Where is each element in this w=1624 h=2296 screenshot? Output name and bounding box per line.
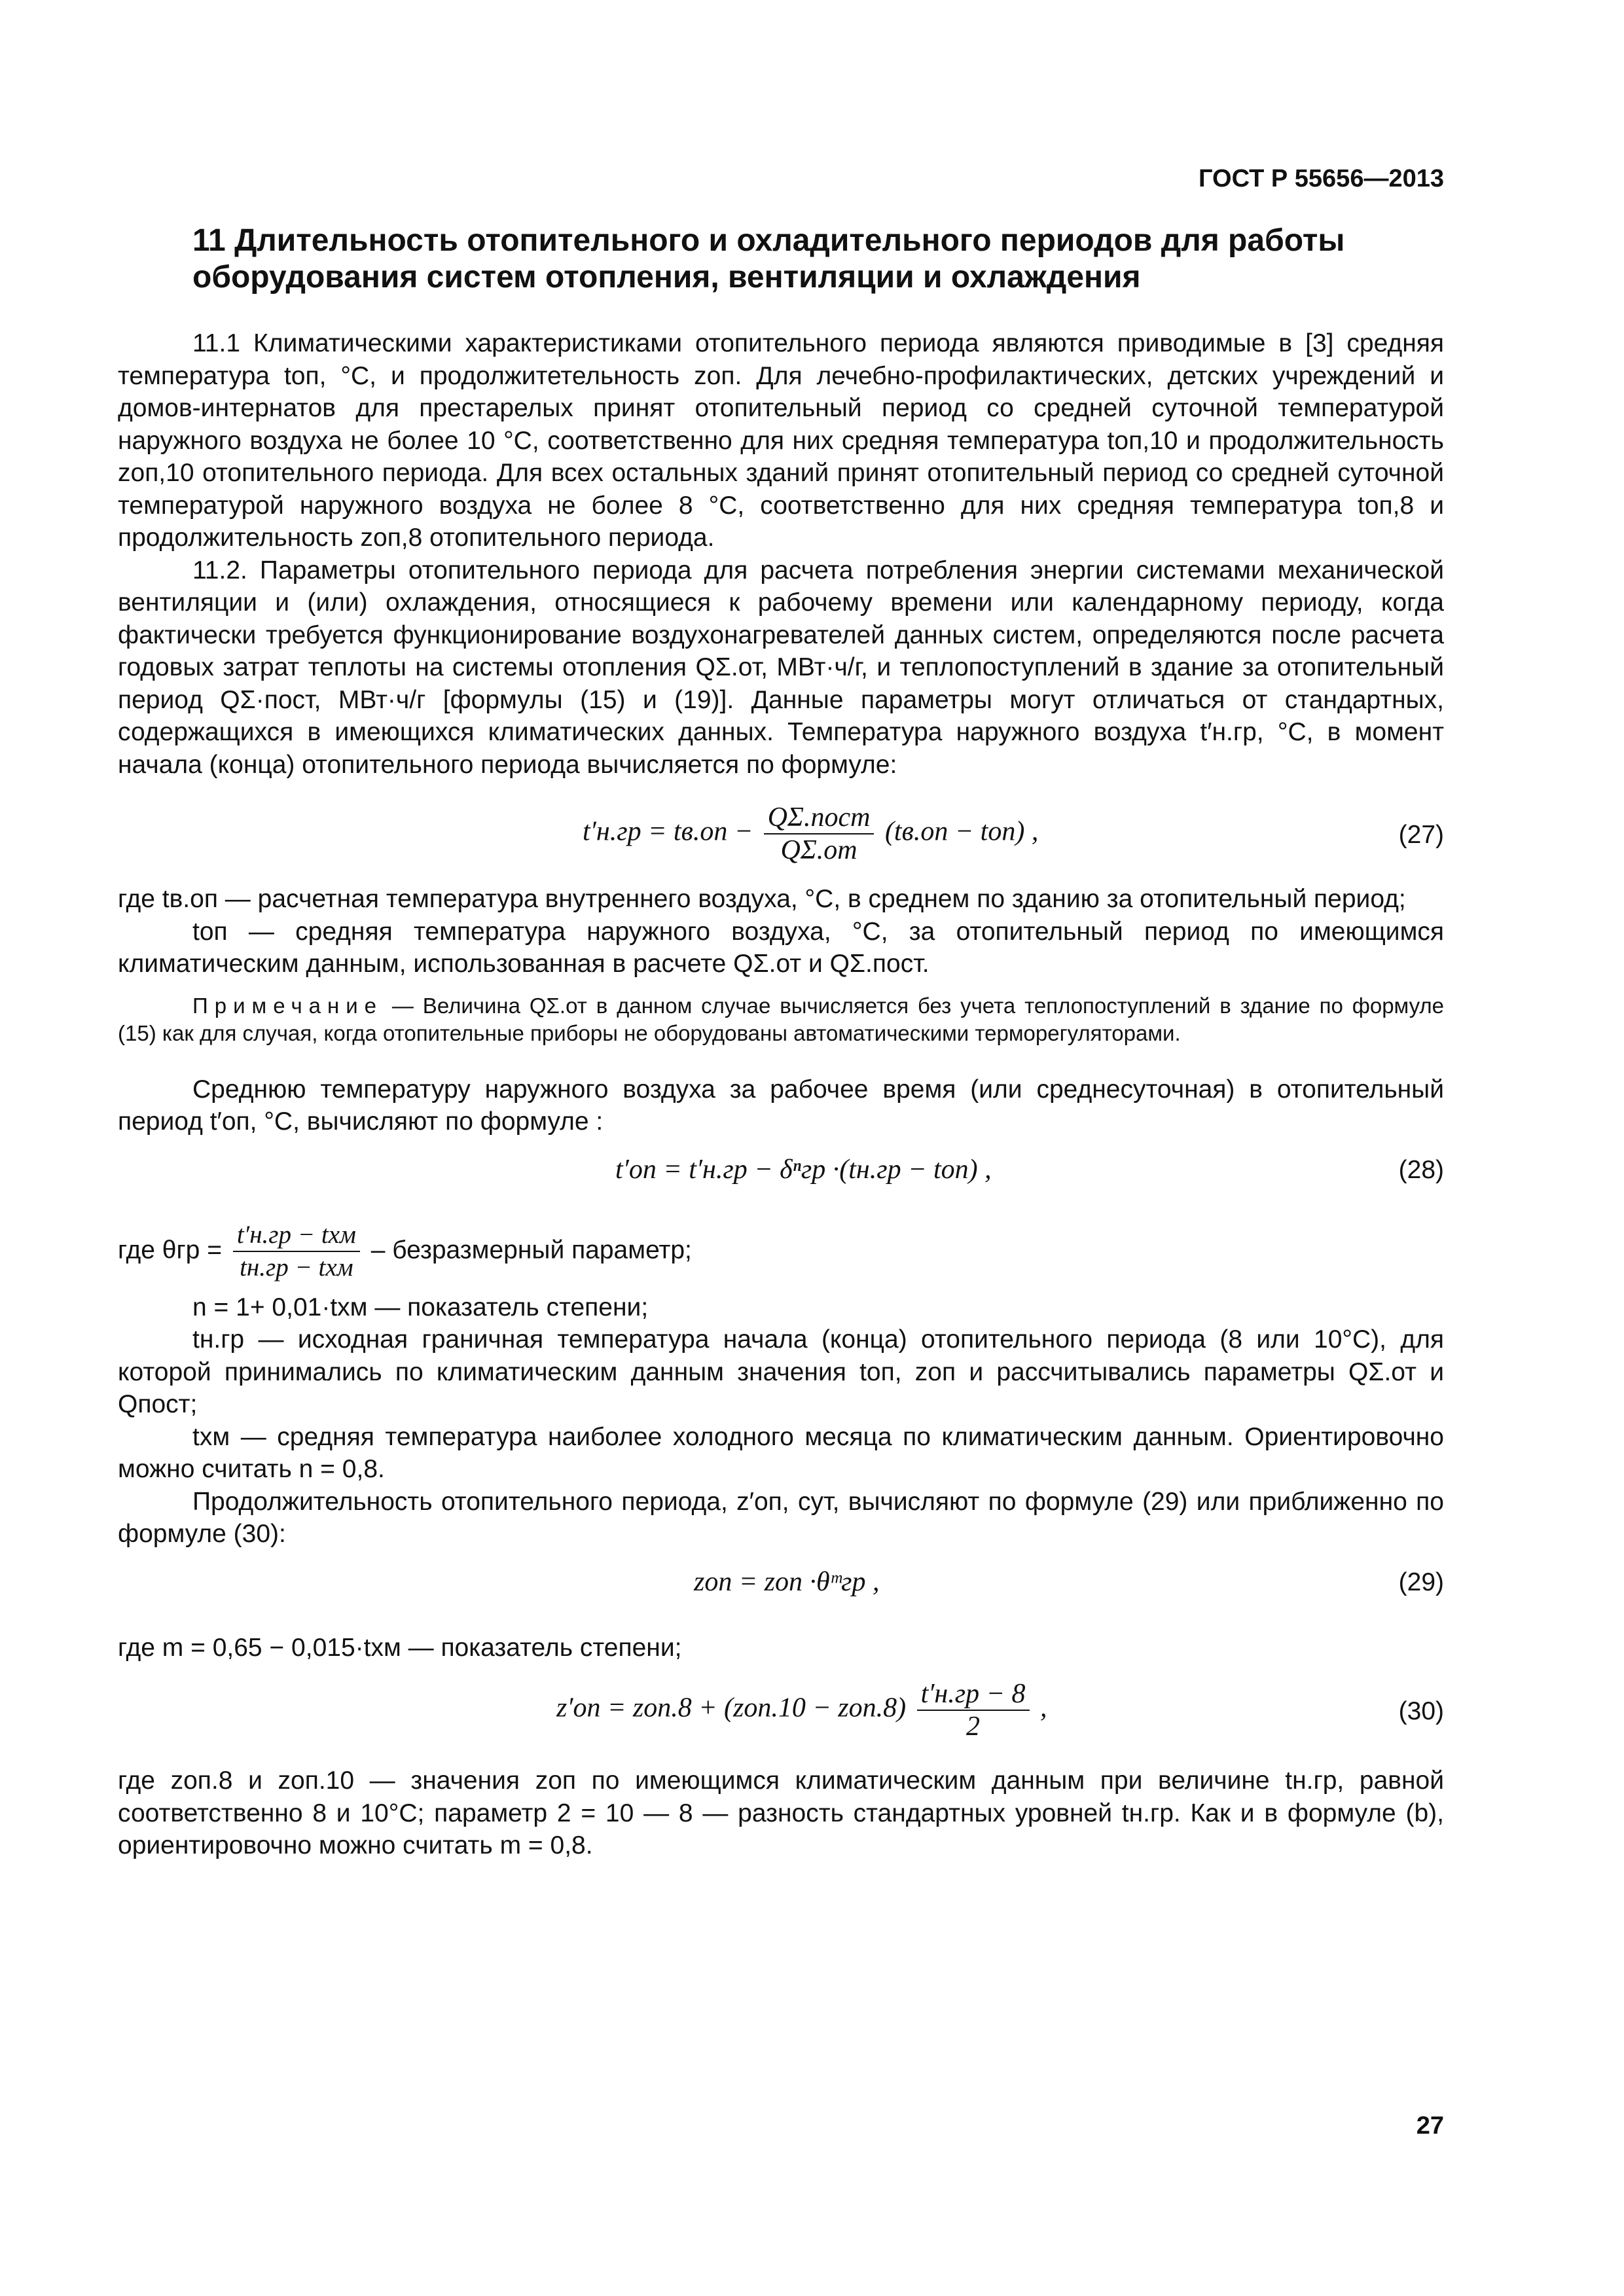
where-28-n: n = 1+ 0,01·tхм — показатель степени;: [192, 1293, 649, 1321]
formula-30-fraction: [917, 1678, 1030, 1742]
formula-27-number: (27): [1398, 821, 1444, 849]
theta-numerator: t′н.гр − tхм: [233, 1219, 360, 1252]
note-text: — Величина QΣ.от в данном случае вычисляется без учета теплопоступлений в здание по формуле (15) как для случая, когда отопительные приборы не оборудованы автоматическими терморегуляторами.: [118, 993, 1444, 1045]
formula-29: [118, 1566, 1444, 1632]
note-label: Примечание: [192, 993, 384, 1018]
formula-27-lhs: t′н.гр = tв.оп −: [583, 816, 753, 847]
paragraph-duration: Продолжительность отопительного периода, z′оп, сут, вычисляют по формуле (29) или приближенно по формуле (30):: [118, 1487, 1444, 1548]
formula-30-denominator: 2: [966, 1712, 981, 1742]
where-28-txm: tхм — средняя температура наиболее холодного месяца по климатическим данным. Ориентировочно можно считать n = 0,8.: [118, 1422, 1444, 1483]
paragraph-mean-temp: Среднюю температуру наружного воздуха за рабочее время (или среднесуточная) в отопительный период t′оп, °С, вычисляют по формуле :: [118, 1075, 1444, 1136]
where-30: где zоп.8 и zоп.10 — значения zоп по имеющимся климатическим данным при величине tн.гр, равной соответственно 8 и 10°С; параметр 2 = 10 — 8 — разность стандартных уровней tн.гр. Как и в формуле (b), ориентировочно можно считать m = 0,8.: [118, 1767, 1444, 1859]
formula-27-expression: [583, 802, 1038, 866]
formula-30-number: (30): [1398, 1697, 1444, 1725]
page-number: 27: [1416, 2112, 1444, 2140]
formula-27-denominator: QΣ.от: [780, 835, 857, 865]
formula-30-lhs: z′оп = zоп.8 + (zоп.10 − zоп.8): [556, 1693, 907, 1723]
formula-29-number: (29): [1398, 1568, 1444, 1596]
theta-prefix: где θгр =: [118, 1235, 222, 1264]
formula-27-numerator: QΣ.пост: [764, 802, 875, 834]
note-block: [118, 992, 1444, 1047]
formula-30-tail: ,: [1040, 1693, 1047, 1723]
where-27-top: tоп — средняя температура наружного воздуха, °С, за отопительный период по имеющимся климатическим данным, использованная в расчете QΣ.от и QΣ.пост.: [118, 917, 1444, 978]
formula-27: [118, 802, 1444, 883]
page-body: [118, 327, 1444, 1862]
formula-28-number: (28): [1398, 1155, 1444, 1184]
paragraph-11-1: 11.1 Климатическими характеристиками отопительного периода являются приводимые в [3] средняя температура tоп, °С, и продолжитетельность zоп. Для лечебно-профилактических, детских учреждений и домов-интернатов для престарелых принят отопительный период со средней суточной температурой наружного воздуха не более 10 °С, соответственно для них средняя температура tоп,10 и продолжительность zоп,10 отопительного периода. Для всех остальных зданий принят отопительный период со средней суточной температурой наружного воздуха не более 8 °С, соответственно для них средняя температура tоп,8 и продолжительность zоп,8 отопительного периода.: [118, 329, 1444, 552]
theta-denominator: tн.гр − tхм: [240, 1253, 353, 1282]
theta-fraction: [233, 1219, 360, 1283]
formula-27-fraction: [764, 802, 875, 866]
where-28-theta: [118, 1219, 1444, 1291]
where-28-tngr: tн.гр — исходная граничная температура начала (конца) отопительного периода (8 или 10°С), для которой принимались по климатическим данным значения tоп, zоп и рассчитывались параметры QΣ.от и Qпост;: [118, 1325, 1444, 1418]
paragraph-11-2: 11.2. Параметры отопительного периода для расчета потребления энергии системами механической вентиляции и (или) охлаждения, относящиеся к рабочему времени или календарному периоду, когда фактически требуется функционирование воздухонагревателей данных систем, определяются после расчета годовых затрат теплоты на системы отопления QΣ.от, МВт·ч/г, и теплопоступлений в здание за отопительный период QΣ·пост, МВт·ч/г [формулы (15) и (19)]. Данные параметры могут отличаться от стандартных, содержащихся в имеющихся климатических данных. Температура наружного воздуха t′н.гр, °С, в момент начала (конца) отопительного периода вычисляется по формуле:: [118, 556, 1444, 779]
formula-28: [118, 1154, 1444, 1219]
formula-30-expression: [556, 1678, 1047, 1742]
formula-29-expression: zоп = zоп ·θᵐгр ,: [694, 1566, 880, 1597]
formula-30-numerator: t′н.гр − 8: [917, 1678, 1030, 1711]
formula-28-expression: t′оп = t′н.гр − δⁿгр ·(tн.гр − tоп) ,: [615, 1154, 992, 1185]
formula-30: [118, 1678, 1444, 1765]
theta-suffix: – безразмерный параметр;: [370, 1235, 692, 1264]
section-title: 11 Длительность отопительного и охладительного периодов для работы оборудования систем отопления, вентиляции и охлаждения: [192, 223, 1345, 295]
formula-27-rhs: (tв.оп − tоп) ,: [884, 816, 1039, 847]
document-header: ГОСТ Р 55656—2013: [1199, 165, 1444, 192]
where-29-m: где m = 0,65 − 0,015·tхм — показатель степени;: [118, 1633, 682, 1662]
where-27-tvop: где tв.оп — расчетная температура внутреннего воздуха, °С, в среднем по зданию за отопительный период;: [118, 885, 1406, 913]
